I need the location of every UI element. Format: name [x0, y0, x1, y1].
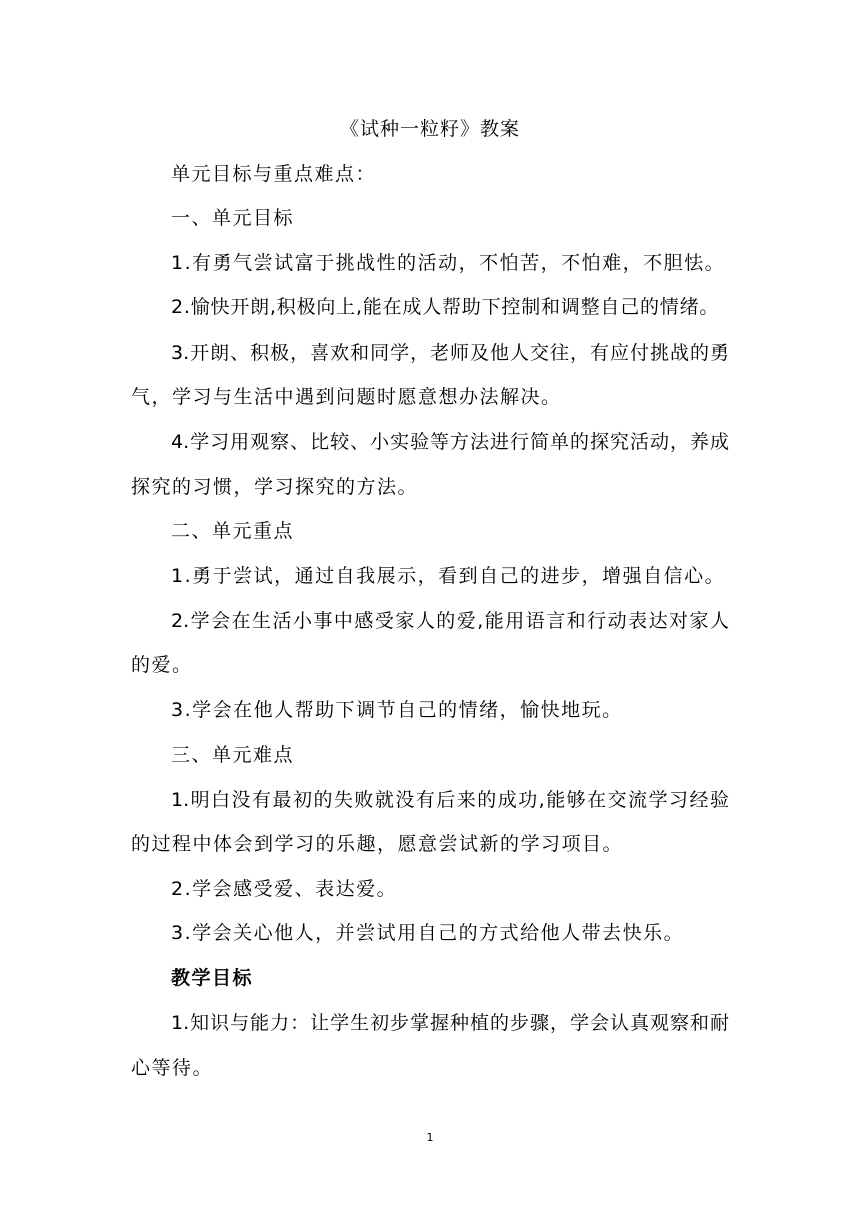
paragraph: 1.勇于尝试，通过自我展示，看到自己的进步，增强自信心。 [171, 565, 726, 587]
heading-unit-key-points: 二、单元重点 [171, 520, 295, 542]
paragraph-line: 气，学习与生活中遇到问题时愿意想办法解决。 [131, 386, 562, 408]
heading-unit-difficulties: 三、单元难点 [171, 744, 295, 766]
paragraph: 3.学会在他人帮助下调节自己的情绪，愉快地玩。 [171, 699, 623, 721]
paragraph: 3.学会关心他人，并尝试用自己的方式给他人带去快乐。 [171, 922, 685, 944]
paragraph-line: 1.知识与能力：让学生初步掌握种植的步骤，学会认真观察和耐 [171, 1012, 729, 1034]
paragraph-line: 的爱。 [131, 654, 193, 676]
paragraph: 1.有勇气尝试富于挑战性的活动，不怕苦，不怕难，不胆怯。 [171, 252, 726, 274]
section-intro: 单元目标与重点难点： [171, 163, 377, 185]
paragraph: 2.愉快开朗,积极向上,能在成人帮助下控制和调整自己的情绪。 [171, 296, 720, 318]
paragraph: 2.学会感受爱、表达爱。 [171, 878, 398, 900]
paragraph-line: 3.开朗、积极，喜欢和同学，老师及他人交往，有应付挑战的勇 [171, 342, 729, 364]
paragraph-line: 的过程中体会到学习的乐趣，愿意尝试新的学习项目。 [131, 833, 624, 855]
paragraph-line: 心等待。 [131, 1057, 214, 1079]
paragraph-line: 探究的习惯，学习探究的方法。 [131, 476, 419, 498]
document-title: 《试种一粒籽》教案 [339, 118, 520, 140]
paragraph-line: 1.明白没有最初的失败就没有后来的成功,能够在交流学习经验 [171, 789, 729, 811]
paragraph-line: 4.学习用观察、比较、小实验等方法进行简单的探究活动，养成 [171, 431, 729, 453]
heading-teaching-goals: 教学目标 [171, 967, 254, 989]
heading-unit-goals: 一、单元目标 [171, 207, 295, 229]
paragraph-line: 2.学会在生活小事中感受家人的爱,能用语言和行动表达对家人 [171, 610, 729, 632]
page-number: 1 [426, 1131, 434, 1144]
